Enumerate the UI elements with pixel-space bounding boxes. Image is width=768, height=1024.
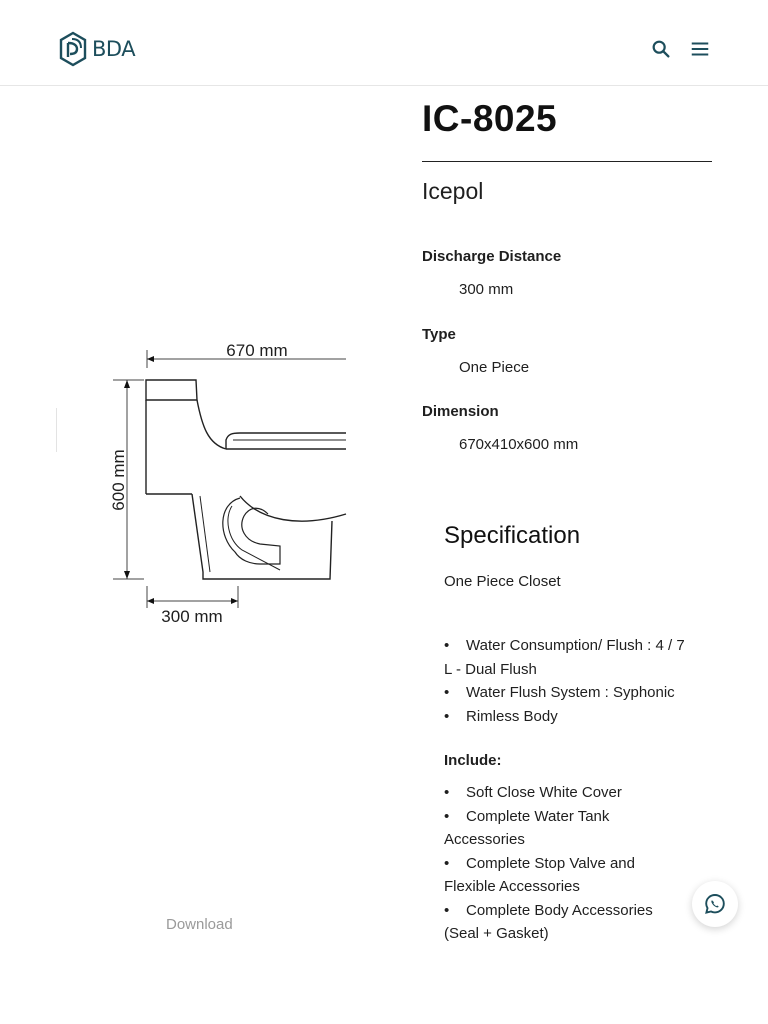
attr-label-type: Type [422,326,456,343]
feature-list [444,634,689,728]
include-heading: Include: [444,752,502,769]
site-header [0,0,768,86]
bullet-icon: • [444,807,450,825]
whatsapp-chat-button[interactable] [692,881,738,927]
discharge-dimension-label: 300 mm [161,607,223,626]
include-list [444,781,674,946]
product-technical-drawing[interactable] [100,336,350,626]
specification-subtitle: One Piece Closet [444,573,561,590]
image-slider-edge [56,408,57,452]
list-item: • Complete Water Tank Accessories [444,805,674,852]
bullet-icon: • [444,901,450,919]
list-item: • Soft Close White Cover [444,781,674,805]
attr-label-discharge-distance: Discharge Distance [422,248,562,265]
bullet-icon: • [444,684,450,701]
specification-heading: Specification [444,522,581,549]
search-icon[interactable] [650,38,674,62]
bullet-icon: • [444,854,450,872]
logo-mark-icon [58,31,88,67]
logo[interactable] [58,31,135,67]
bullet-icon: • [444,707,450,725]
attr-value-discharge-distance: 300 mm [459,281,514,298]
bullet-icon: • [444,637,450,654]
list-item: • Complete Body Accessories (Seal + Gasket) [444,899,674,946]
download-link[interactable]: Download [166,916,233,933]
product-brand: Icepol [422,178,484,204]
whatsapp-icon [703,892,727,916]
title-divider [422,161,712,162]
list-item: • Water Consumption/ Flush : 4 / 7 L - Dual Flush [444,634,689,681]
list-item: • Complete Stop Valve and Flexible Accessories [444,852,674,899]
bullet-icon: • [444,784,450,801]
attr-value-dimension: 670x410x600 mm [459,436,579,453]
width-dimension-label: 670 mm [226,341,288,360]
attr-label-dimension: Dimension [422,403,499,420]
height-dimension-label: 600 mm [109,449,128,511]
menu-icon[interactable] [689,38,713,62]
attr-value-type: One Piece [459,359,530,376]
list-item: • Rimless Body [444,705,689,729]
list-item: • Water Flush System : Syphonic [444,681,689,705]
logo-text: BDA [92,37,136,61]
product-code: IC-8025 [422,98,558,139]
